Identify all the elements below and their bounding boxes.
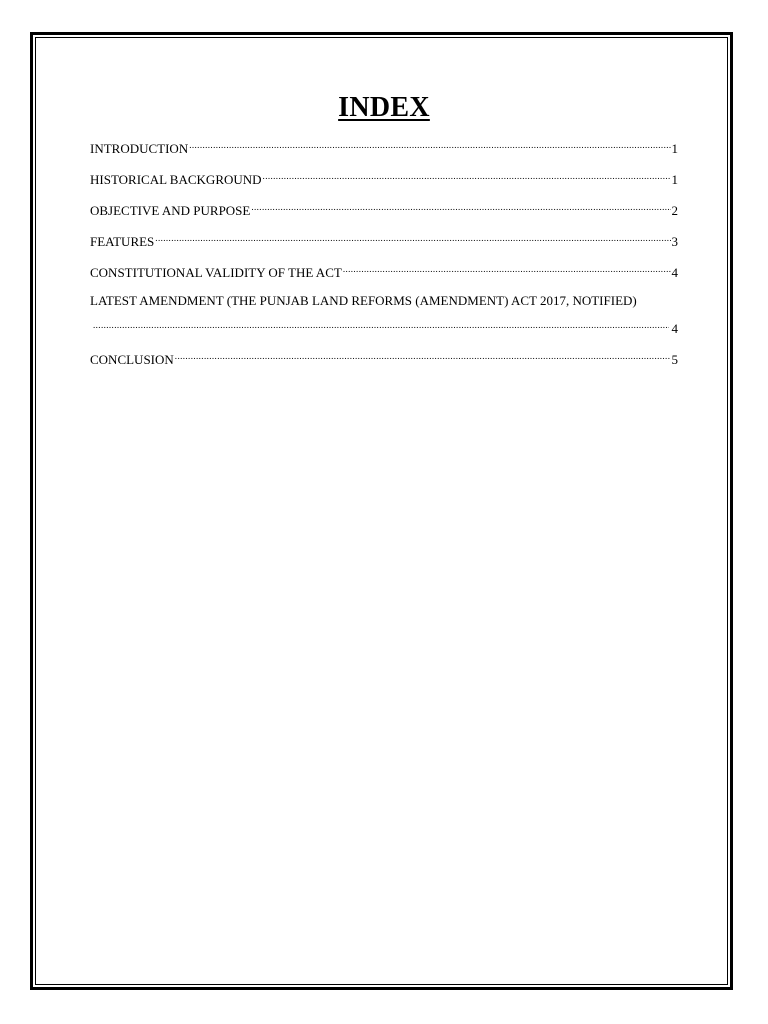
toc-page-number: 3 (671, 234, 678, 249)
toc-page-number: 2 (671, 203, 678, 218)
toc-entry-objective-and-purpose[interactable] (90, 200, 678, 218)
toc-leader-dots (189, 138, 670, 153)
toc-entry-features[interactable] (90, 231, 678, 249)
toc-entry-label: LATEST AMENDMENT (THE PUNJAB LAND REFORMS (AMENDMENT) ACT 2017, NOTIFIED) (90, 293, 637, 308)
toc-page-number: 1 (671, 172, 678, 187)
toc-entry-label: INTRODUCTION (90, 141, 189, 156)
index-title: INDEX (338, 92, 430, 123)
toc-leader-dots (251, 200, 670, 215)
toc-entry-label: HISTORICAL BACKGROUND (90, 172, 262, 187)
toc-entry-label: FEATURES (90, 234, 155, 249)
toc-page-number: 5 (671, 352, 678, 367)
table-of-contents (90, 138, 678, 380)
toc-entry-continuation (90, 318, 678, 336)
toc-entry-introduction[interactable] (90, 138, 678, 156)
toc-page-number: 4 (671, 321, 678, 336)
toc-leader-dots (155, 231, 670, 246)
toc-leader-dots (263, 169, 671, 184)
toc-leader-dots (93, 318, 669, 333)
toc-page-number: 1 (671, 141, 678, 156)
toc-entry-label: OBJECTIVE AND PURPOSE (90, 203, 251, 218)
toc-entry-label: CONSTITUTIONAL VALIDITY OF THE ACT (90, 265, 342, 280)
toc-entry-conclusion[interactable] (90, 349, 678, 367)
toc-leader-dots (343, 262, 671, 277)
toc-entry-latest-amendment[interactable] (90, 293, 678, 336)
toc-entry-historical-background[interactable] (90, 169, 678, 187)
toc-leader-dots (175, 349, 671, 364)
toc-page-number: 4 (671, 265, 678, 280)
toc-entry-label: CONCLUSION (90, 352, 174, 367)
toc-entry-constitutional-validity[interactable] (90, 262, 678, 280)
